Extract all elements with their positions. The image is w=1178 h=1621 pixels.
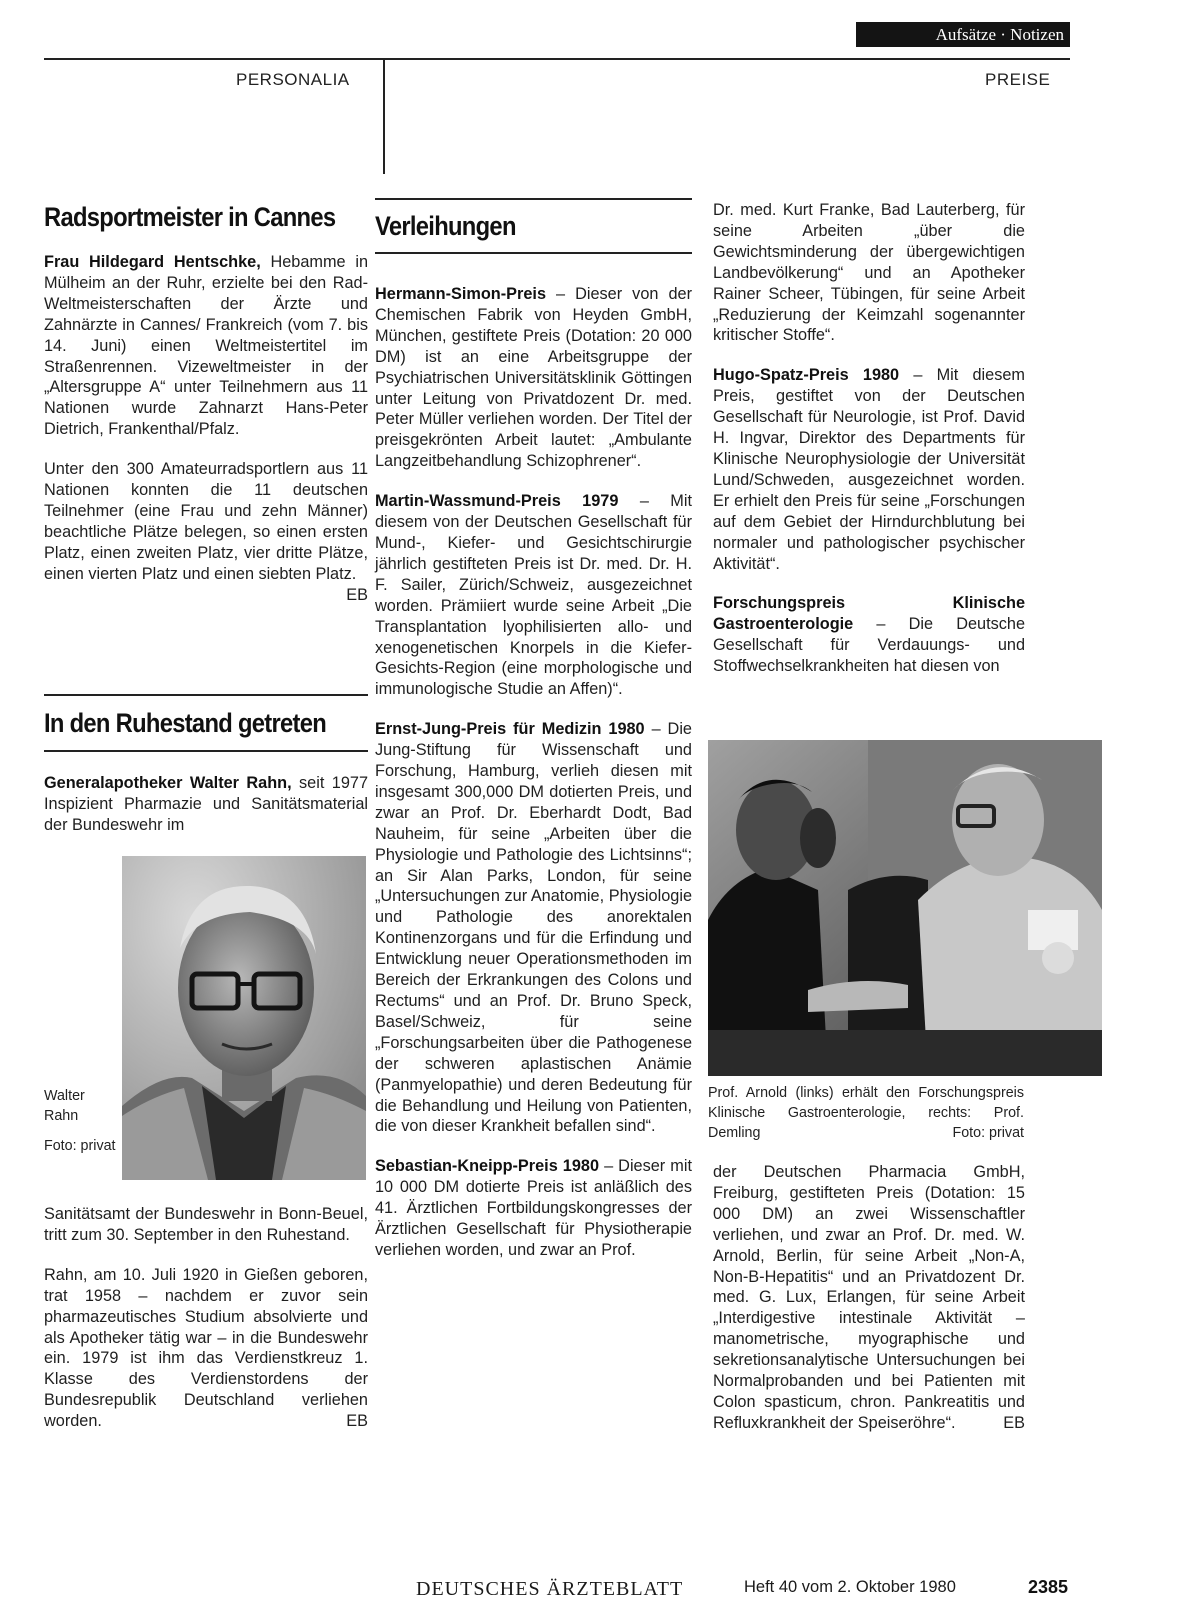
article-rule [375,252,692,254]
section-label-preise: PREISE [985,70,1051,89]
article-verleihungen [375,209,692,243]
article-title: Radsportmeister in Cannes [44,202,336,232]
award-name: Hugo-Spatz-Preis 1980 [713,366,900,385]
paragraph-text: Unter den 300 Amateurradsportlern aus 11 Nationen konnten die 11 deutschen Teilnehmer (eine Frau und zehn Männer) beachtliche Plätze belegen, so einen ersten Platz, einen zweiten Platz, vier dritte Plätze, einen vierten Platz und einen siebten Platz. [44,460,368,583]
award-item [375,491,692,700]
paragraph: Sanitätsamt der Bundeswehr in Bonn-Beuel, tritt zum 30. September in den Ruhestand. [44,1205,368,1244]
page-number: 2385 [1028,1577,1069,1597]
caption-credit: Foto: privat [44,1138,116,1154]
caption-name: Walter Rahn [44,1088,85,1124]
awards-list [375,284,692,1261]
award-text: – Die Deutsche Gesellschaft für Verdauungs- und Stoffwechselkrankheiten hat diesen von [713,615,1025,676]
paragraph [713,1162,1025,1434]
award-item [713,365,1025,574]
section-label-personalia: PERSONALIA [236,70,350,89]
article-title: Verleihungen [375,211,516,241]
award-item [375,1156,692,1261]
award-item [375,719,692,1137]
award-text: – Dieser mit 10 000 DM dotierte Preis ist anläßlich des 41. Ärztlichen Fortbildungskongresses der Ärztlichen Gesellschaft für Physiotherapie verliehen worden, und zwar an Prof. [375,1157,692,1259]
paragraph-text: Rahn, am 10. Juli 1920 in Gießen geboren, trat 1958 – nachdem er zuvor sein pharmazeutisches Studium absolvierte und als Apotheker tätig war – in die Bundeswehr ein. 1979 ist ihm das Verdienstkreuz 1. Klasse des Verdienstordens der Bundesrepublik Deutschland verliehen worden. [44,1265,368,1431]
award-name: Ernst-Jung-Preis für Medizin 1980 [375,720,645,739]
award-text: – Dieser von der Chemischen Fabrik von Heyden GmbH, München, gestiftete Preis (Dotation: 20 000 DM) ist an eine Arbeitsgruppe der Psychiatrischen Universitätsklinik Göttingen unter Leitung von Privatdozent Dr. med. Peter Müller verliehen worden. Der Titel der preisgekrönten Arbeit lautet: „Ambulante Langzeitbehandlung Schizophrener“. [375,285,692,471]
column-3-top [713,200,1025,677]
article-body-continued [44,1204,368,1432]
paragraph-text: Hebamme in Mülheim an der Ruhr, erzielte bei den Rad-Weltmeisterschaften der Ärzte und Zahnärzte in Cannes/ Frankreich (vom 7. bis 14. Juni) einen Weltmeistertitel im Straßenrennen. Vizeweltmeister in der „Altersgruppe A“ unter Teilnehmern aus 11 Nationen wurde Zahnarzt Hans-Peter Dietrich, Frankenthal/Pfalz. [44,253,368,439]
award-item [713,593,1025,677]
signature: EB [346,1412,368,1431]
article-rule [44,694,368,696]
caption-text: Prof. Arnold (links) erhält den Forschungspreis Klinische Gastroenterologie, rechts: Prof. Demling [708,1085,1024,1141]
paragraph [44,1265,368,1432]
portrait-photo [122,856,366,1180]
award-name: Hermann-Simon-Preis [375,285,546,303]
portrait-image [122,856,366,1180]
article-body [44,252,368,604]
article-rule [44,750,368,752]
award-name: Martin-Wassmund-Preis 1979 [375,492,619,511]
caption-credit: Foto: privat [952,1125,1024,1141]
paragraph-text: der Deutschen Pharmacia GmbH, Freiburg, gestifteten Preis (Dotation: 15 000 DM) an zwei Wissenschaftler verliehen, und zwar an Prof. Dr. med. W. Arnold, Berlin, für seine Arbeit „Non-A, Non-B-Hepatitis“ und an Privatdozent Dr. med. G. Lux, Erlangen, für seine Arbeit „Interdigestive intestinale Aktivität – manometrische, myographische und sekretionsanalytische Untersuchungen bei Normalprobanden und bei Patienten mit Colon spasticum, chron. Pankreatitis und Refluxkrankheit der Speiseröhre“. [713,1163,1025,1432]
award-text: – Die Jung-Stiftung für Wissenschaft und Forschung, Hamburg, verlieh diesen mit insgesamt 300,000 DM dotierten Preis, und zwar an Prof. Dr. Eberhardt Dodt, Bad Nauheim, für seine „Arbeiten über die Physiologie und Pathologie des Lichtsinns“; an Sir Alan Parks, London, für seine „Untersuchungen zur Anatomie, Physiologie und Pathologie des anorektalen Kontinenzorgans und für die Erfindung und Entwicklung neuer Operationsmethoden im Bereich der Erkrankungen des Colons und Rectums“ und an Prof. Dr. Bruno Speck, Basel/Schweiz, für seine „Forschungsarbeiten über die Pathogenese der schweren aplastischen Anämie (Panmyelopathie) und deren Bedeutung für die Behandlung und Heilung von Patienten, die von dieser Krankheit befallen sind“. [375,720,692,1136]
lead-name: Generalapotheker Walter Rahn, [44,774,292,792]
article-rule [375,198,692,200]
column-3-bottom [713,1162,1025,1434]
award-photo-image [708,740,1102,1076]
paragraph-text: seit 1977 Inspizient Pharmazie und Sanitätsmaterial der Bundeswehr im [44,774,369,834]
award-text: – Mit diesem von der Deutschen Gesellschaft für Mund-, Kiefer- und Gesichtschirurgie jährlich gestifteten Preis ist Dr. med. Dr. H. F. Sailer, Zürich/Schweiz, ausgezeichnet worden. Prämiiert wurde seine Arbeit „Die Transplantation lyophilisierten allo- und xenogenetischen Knorpels in die Kiefer-Gesichts-Region (eine morphologische und immunologische Studie an Affen)“. [375,492,693,699]
section-tag: Aufsätze · Notizen [856,22,1070,47]
award-name: Sebastian-Kneipp-Preis 1980 [375,1157,600,1176]
award-text: – Mit diesem Preis, gestiftet von der Deutschen Gesellschaft für Neurologie, ist Prof. David H. Ingvar, Direktor des Departments für Klinische Neurophysiologie der Universität Lund/Schweden, ausgezeichnet worden. Er erhielt den Preis für seine „Forschungen auf dem Gebiet der Hirndurchblutung bei normaler und pathologischer psychischer Aktivität“. [713,366,1025,573]
article-title: In den Ruhestand getreten [44,708,327,738]
award-photo-caption [708,1083,1024,1143]
paragraph [44,459,368,604]
lead-name: Frau Hildegard Hentschke, [44,253,261,271]
paragraph [44,252,368,440]
article-ruhestand [44,706,368,740]
top-rule [44,58,1070,60]
article-radsport [44,200,368,606]
paragraph: Dr. med. Kurt Franke, Bad Lauterberg, für seine Arbeiten „über die Gewichtsminderung der übergewichtigen Landbevölkerung“ und an Apotheker Rainer Scheer, Tübingen, für seine Arbeit „Reduzierung der Keimzahl sogenannter kritischer Stoffe“. [713,201,1025,345]
award-photo [708,740,1102,1076]
journal-name: DEUTSCHES ÄRZTEBLATT [416,1578,684,1600]
article-body [44,773,368,836]
header-divider [383,58,385,174]
issue-info: Heft 40 vom 2. Oktober 1980 [744,1578,956,1596]
paragraph [44,773,368,836]
signature: EB [346,585,368,604]
award-name: Forschungspreis Klinische Gastroenterologie [713,594,1025,634]
photo-caption [44,1086,120,1156]
award-item [375,284,692,472]
signature: EB [1003,1413,1025,1432]
